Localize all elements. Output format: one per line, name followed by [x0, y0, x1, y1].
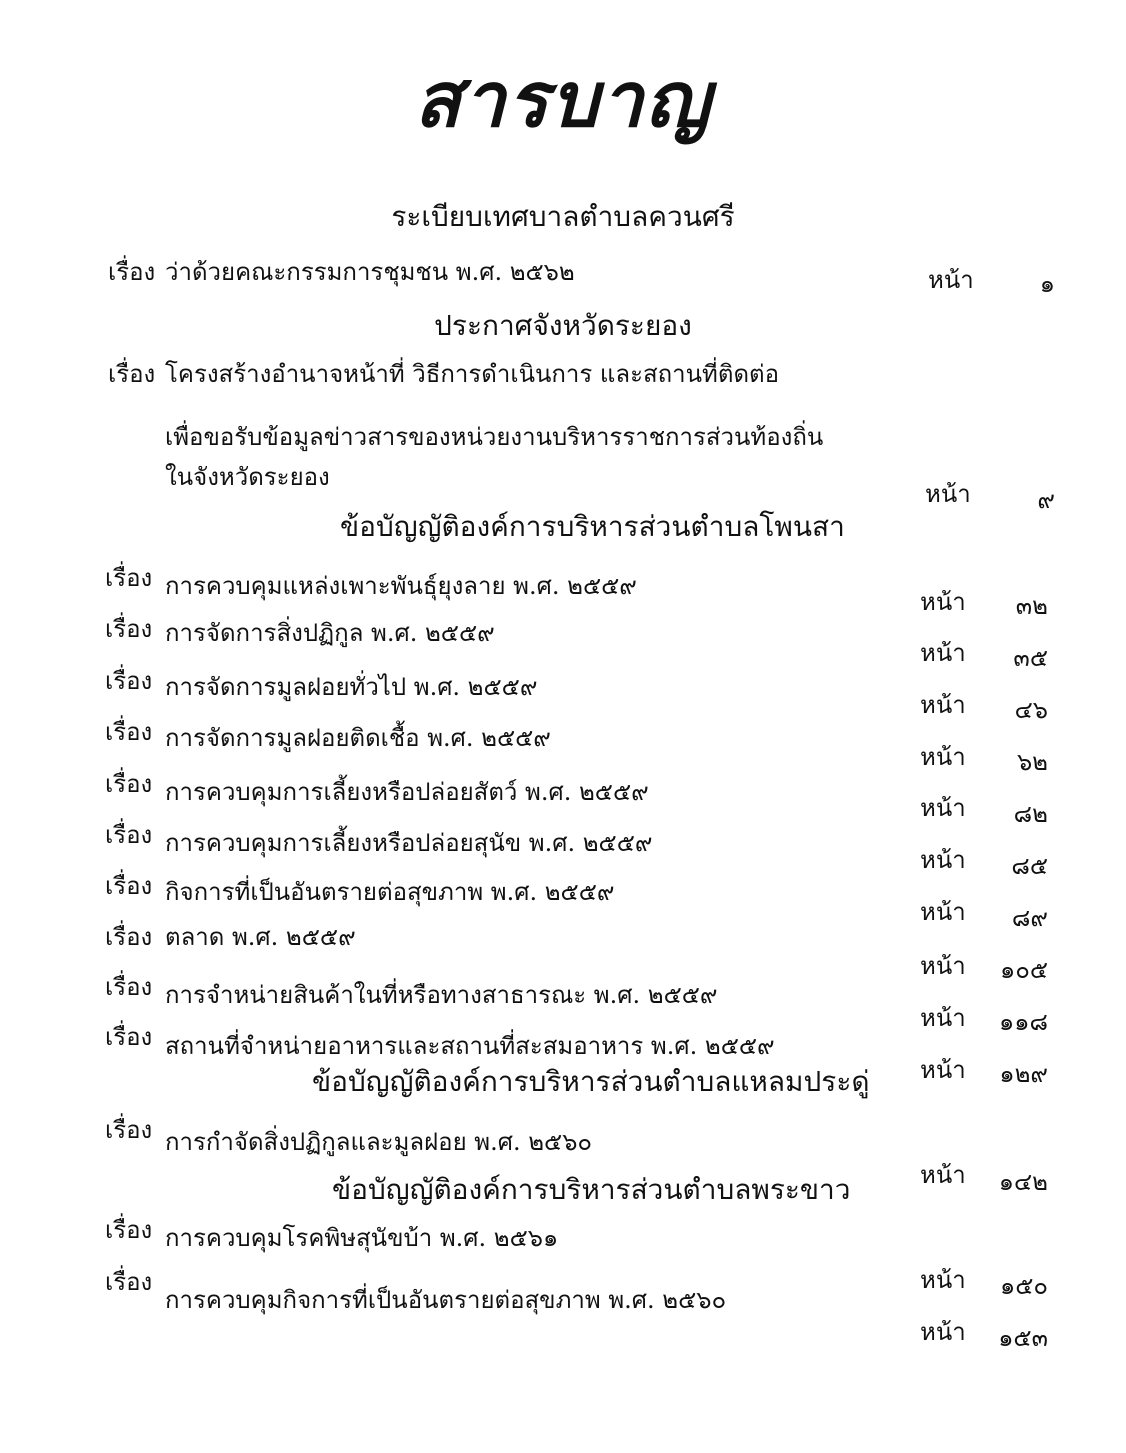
subject-label: เรื่อง [105, 1216, 153, 1244]
page-label: หน้า [920, 898, 966, 926]
page-number: ๑ [1039, 270, 1055, 298]
page-number: ๔๖ [1014, 696, 1048, 724]
subject-label: เรื่อง [105, 973, 153, 1001]
subject-label: เรื่อง [105, 872, 153, 900]
page-number: ๑๕๓ [998, 1324, 1048, 1352]
subject-label: เรื่อง [105, 770, 153, 798]
page-label: หน้า [920, 794, 966, 822]
entry-title: การควบคุมโรคพิษสุนัขบ้า พ.ศ. ๒๕๖๑ [165, 1224, 559, 1252]
page-number: ๘๕ [1011, 852, 1048, 880]
section-heading: ประกาศจังหวัดระยอง [434, 309, 692, 342]
entry-title: สถานที่จำหน่ายอาหารและสถานที่สะสมอาหาร พ.ศ. ๒๕๕๙ [165, 1032, 775, 1060]
page-number: ๙ [1037, 486, 1055, 514]
page-label: หน้า [928, 266, 974, 294]
subject-label: เรื่อง [105, 923, 153, 951]
entry-title: การจำหน่ายสินค้าในที่หรือทางสาธารณะ พ.ศ. ๒๕๕๙ [165, 981, 718, 1009]
entry-title: การควบคุมแหล่งเพาะพันธุ์ยุงลาย พ.ศ. ๒๕๕๙ [165, 572, 637, 600]
page-label: หน้า [920, 588, 966, 616]
page-label: หน้า [920, 1161, 966, 1189]
page-number: ๘๙ [1011, 904, 1048, 932]
page-number: ๓๒ [1015, 592, 1048, 620]
section-heading: ข้อบัญญัติองค์การบริหารส่วนตำบลโพนสา [340, 510, 845, 543]
entry-title: การจัดการมูลฝอยทั่วไป พ.ศ. ๒๕๕๙ [165, 673, 538, 701]
page-label: หน้า [920, 691, 966, 719]
entry-title: การกำจัดสิ่งปฏิกูลและมูลฝอย พ.ศ. ๒๕๖๐ [165, 1128, 593, 1156]
page-label: หน้า [920, 639, 966, 667]
section-heading: ระเบียบเทศบาลตำบลควนศรี [391, 200, 735, 233]
section-heading: ข้อบัญญัติองค์การบริหารส่วนตำบลแหลมประดู่ [312, 1065, 870, 1098]
subject-label: เรื่อง [105, 1116, 153, 1144]
entry-title: กิจการที่เป็นอันตรายต่อสุขภาพ พ.ศ. ๒๕๕๙ [165, 878, 615, 906]
entry-title-line: เพื่อขอรับข้อมูลข่าวสารของหน่วยงานบริหารราชการส่วนท้องถิ่น [165, 423, 824, 451]
subject-label: เรื่อง [105, 615, 153, 643]
page-number: ๖๒ [1016, 748, 1048, 776]
page-number: ๘๒ [1013, 800, 1048, 828]
page-number: ๑๐๕ [999, 956, 1048, 984]
entry-title: การจัดการมูลฝอยติดเชื้อ พ.ศ. ๒๕๕๙ [165, 724, 551, 752]
subject-label: เรื่อง [105, 1023, 153, 1051]
subject-label: เรื่อง [105, 564, 153, 592]
subject-label: เรื่อง [108, 258, 156, 286]
entry-title: การควบคุมการเลี้ยงหรือปล่อยสัตว์ พ.ศ. ๒๕๕๙ [165, 778, 649, 806]
section-heading: ข้อบัญญัติองค์การบริหารส่วนตำบลพระขาว [332, 1173, 851, 1206]
entry-title-line: โครงสร้างอำนาจหน้าที่ วิธีการดำเนินการ และสถานที่ติดต่อ [165, 360, 780, 388]
page-label: หน้า [920, 846, 966, 874]
page-label: หน้า [920, 952, 966, 980]
page-label: หน้า [920, 1056, 966, 1084]
subject-label: เรื่อง [105, 821, 153, 849]
page-label: หน้า [920, 743, 966, 771]
entry-title: การควบคุมกิจการที่เป็นอันตรายต่อสุขภาพ พ.ศ. ๒๕๖๐ [165, 1286, 727, 1314]
page-number: ๑๒๙ [999, 1060, 1048, 1088]
page-number: ๓๕ [1013, 644, 1048, 672]
subject-label: เรื่อง [105, 1268, 153, 1296]
subject-label: เรื่อง [105, 718, 153, 746]
entry-title-line: ในจังหวัดระยอง [165, 463, 330, 491]
subject-label: เรื่อง [105, 667, 153, 695]
page-label: หน้า [920, 1266, 966, 1294]
page-label: หน้า [920, 1004, 966, 1032]
page-number: ๑๑๘ [999, 1008, 1048, 1036]
entry-title: ว่าด้วยคณะกรรมการชุมชน พ.ศ. ๒๕๖๒ [165, 258, 575, 286]
page-title: สารบาญ [414, 55, 712, 144]
page-number: ๑๔๒ [998, 1168, 1048, 1196]
page-number: ๑๕๐ [999, 1272, 1048, 1300]
page-label: หน้า [920, 1318, 966, 1346]
subject-label: เรื่อง [108, 360, 156, 388]
entry-title: ตลาด พ.ศ. ๒๕๕๙ [165, 923, 356, 951]
entry-title: การจัดการสิ่งปฏิกูล พ.ศ. ๒๕๕๙ [165, 619, 495, 647]
page-label: หน้า [925, 480, 971, 508]
entry-title: การควบคุมการเลี้ยงหรือปล่อยสุนัข พ.ศ. ๒๕๕๙ [165, 829, 653, 857]
